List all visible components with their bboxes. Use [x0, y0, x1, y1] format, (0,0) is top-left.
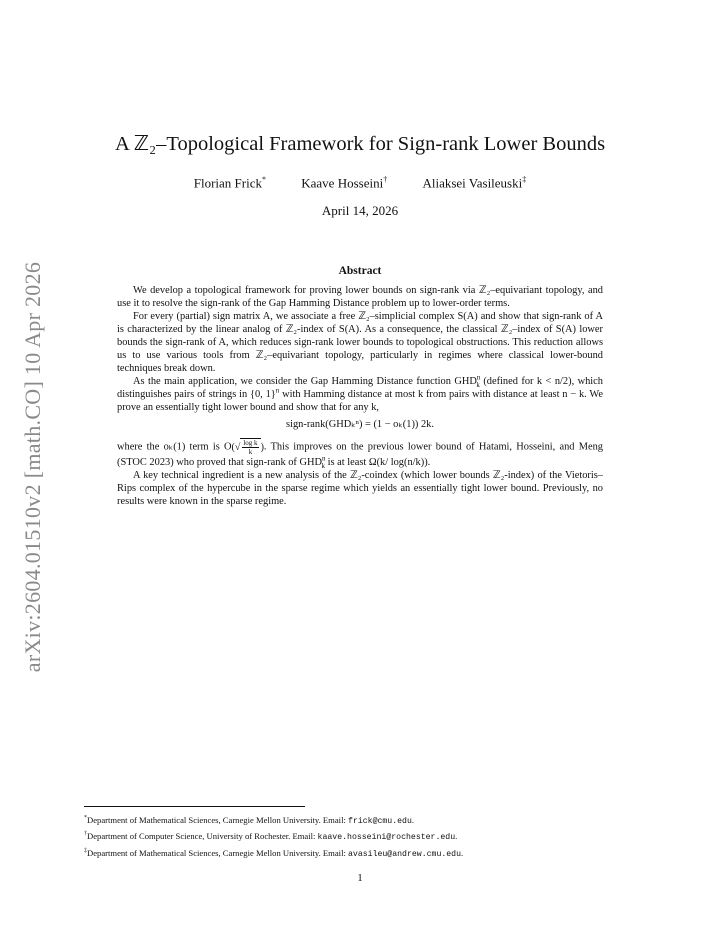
abstract-paragraph-4: [117, 438, 603, 469]
p4-sup-n: n: [322, 454, 326, 463]
author-3: [422, 175, 526, 191]
author-1-mark: *: [262, 175, 266, 184]
abstract-heading: Abstract: [338, 265, 382, 277]
footnote-2-end: .: [455, 831, 458, 842]
footnote-3-mark: ‡: [84, 847, 87, 854]
footnote-1-mark: *: [84, 815, 87, 821]
author-2-mark: †: [383, 175, 388, 184]
p4-sub-k: k: [321, 461, 325, 470]
footnote-2: [84, 828, 644, 844]
author-2: [301, 175, 387, 191]
sqrt-expression: (√ $\frac{\text{log k}}{k}$ ): [231, 438, 264, 456]
page-number: 1: [357, 872, 363, 884]
paper-date: April 14, 2026: [321, 203, 399, 218]
footnote-3-text: Department of Mathematical Sciences, Carnegie Mellon University. Email:: [87, 847, 348, 858]
author-1: [194, 175, 266, 191]
author-3-mark: ‡: [522, 175, 527, 184]
footnote-3-email[interactable]: avasileu@andrew.cmu.edu: [348, 849, 462, 859]
footnote-3: [84, 845, 644, 861]
p3-sub-k: k: [476, 381, 480, 390]
p3-sup-n2: n: [275, 386, 280, 395]
footnote-2-mark: †: [84, 831, 87, 838]
p3-text-a: As the main application, we consider the Gap Hamming Distance function GHD: [133, 376, 477, 388]
footnote-1: [84, 812, 644, 828]
abstract-paragraph-2: For every (partial) sign matrix A, we associate a free ℤ₂–simplicial complex S(A) and show that sign-rank of A is characterized by the linear analog of ℤ₂-index of S(A). As a consequence, the classical ℤ₂–index of S(A) lower bounds the sign-rank of A, which reduces sign-rank lower bounds to topological obstructions. This reduction allows us to use various tools from ℤ₂–equivariant topology, particularly in regimes where classical lower-bound techniques break down.: [117, 311, 603, 375]
frac-numerator: log k: [243, 438, 258, 447]
author-2-name: Kaave Hosseini: [301, 175, 384, 191]
p3-text-b: (defined for k < n/2), which distinguishes pairs of strings in {0, 1}: [117, 376, 603, 401]
p4-text-b: . This improves on the previous lower bound of Hatami, Hosseini, and Meng (STOC 2023) who proved that sign-rank of GHD: [117, 440, 603, 468]
arxiv-side-stamp: arXiv:2604.01510v2 [math.CO] 10 Apr 2026: [20, 261, 45, 673]
footnote-3-end: .: [461, 847, 464, 858]
author-list: [0, 175, 720, 191]
abstract-paragraph-3: [117, 375, 603, 414]
frac-denominator: k: [248, 447, 253, 456]
footnote-1-end: .: [411, 814, 415, 825]
footnote-1-text: Department of Mathematical Sciences, Carnegie Mellon University. Email:: [87, 814, 348, 825]
author-1-name: Florian Frick: [193, 175, 262, 191]
p3-sup-n: n: [476, 373, 481, 382]
footnote-2-email[interactable]: kaave.hosseini@rochester.edu: [317, 833, 456, 843]
p4-text-a: where the oₖ(1) term is O: [117, 440, 232, 452]
author-3-name: Aliaksei Vasileuski: [422, 175, 523, 191]
p3-text-c: with Hamming distance at most k from pairs with distance at least n − k. We prove an essentially tight lower bound and show that for any k,: [117, 389, 603, 414]
display-equation: sign-rank(GHDₖⁿ) = (1 − oₖ(1)) 2k.: [286, 419, 434, 431]
abstract-body: [117, 284, 603, 508]
footnote-2-text: Department of Computer Science, University of Rochester. Email:: [87, 831, 318, 842]
abstract-paragraph-5: A key technical ingredient is a new analysis of the ℤ₂-coindex (which lower bounds ℤ₂-index) of the Vietoris–Rips complex of the hypercube in the sparse regime which yields an essentially tight lower bound. Previously, no results were known in the sparse regime.: [117, 469, 603, 507]
footnotes: [84, 812, 644, 861]
footnote-rule: [84, 806, 305, 807]
paper-title: A ℤ₂–Topological Framework for Sign-rank Lower Bounds: [114, 133, 606, 155]
abstract-paragraph-1: We develop a topological framework for proving lower bounds on sign-rank via ℤ₂–equivariant topology, and use it to resolve the sign-rank of the Gap Hamming Distance problem up to lower-order terms.: [117, 285, 603, 310]
p4-text-c: is at least Ω(k/ log(n/k)).: [325, 456, 431, 468]
footnote-1-email[interactable]: frick@cmu.edu: [348, 816, 412, 826]
